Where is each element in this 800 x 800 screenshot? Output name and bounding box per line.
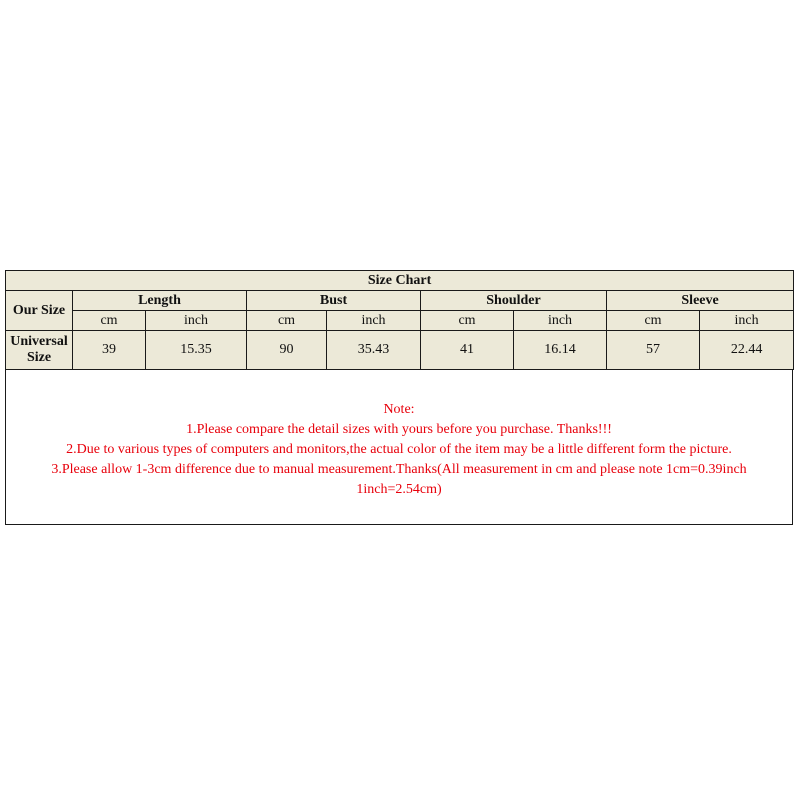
note-line-3-continued: 1inch=2.54cm) [356, 482, 442, 497]
value-length-inch: 15.35 [146, 331, 247, 370]
size-name-line1: Universal [10, 334, 68, 349]
size-table [5, 270, 794, 370]
value-bust-cm: 90 [247, 331, 327, 370]
unit-bust-cm: cm [247, 311, 327, 331]
value-sleeve-inch: 22.44 [700, 331, 794, 370]
unit-shoulder-inch: inch [514, 311, 607, 331]
unit-length-cm: cm [73, 311, 146, 331]
column-header-sleeve: Sleeve [607, 291, 794, 311]
column-header-shoulder: Shoulder [421, 291, 607, 311]
size-name-cell [6, 331, 73, 370]
notes-box [5, 370, 793, 525]
value-bust-inch: 35.43 [327, 331, 421, 370]
unit-length-inch: inch [146, 311, 247, 331]
notes-heading: Note: [383, 402, 415, 417]
unit-sleeve-cm: cm [607, 311, 700, 331]
size-name-line2: Size [26, 350, 52, 365]
value-sleeve-cm: 57 [607, 331, 700, 370]
value-length-cm: 39 [73, 331, 146, 370]
unit-bust-inch: inch [327, 311, 421, 331]
value-shoulder-inch: 16.14 [514, 331, 607, 370]
our-size-header: Our Size [6, 291, 73, 331]
note-line-2: 2.Due to various types of computers and monitors,the actual color of the item may be a little different form the picture. [66, 442, 732, 457]
table-title: Size Chart [6, 271, 794, 291]
unit-shoulder-cm: cm [421, 311, 514, 331]
column-header-bust: Bust [247, 291, 421, 311]
column-header-length: Length [73, 291, 247, 311]
note-line-3: 3.Please allow 1-3cm difference due to manual measurement.Thanks(All measurement in cm and please note 1cm=0.39inch [51, 462, 747, 477]
value-shoulder-cm: 41 [421, 331, 514, 370]
unit-sleeve-inch: inch [700, 311, 794, 331]
table-row [6, 331, 794, 370]
size-chart [5, 270, 793, 525]
note-line-1: 1.Please compare the detail sizes with yours before you purchase. Thanks!!! [186, 422, 612, 437]
